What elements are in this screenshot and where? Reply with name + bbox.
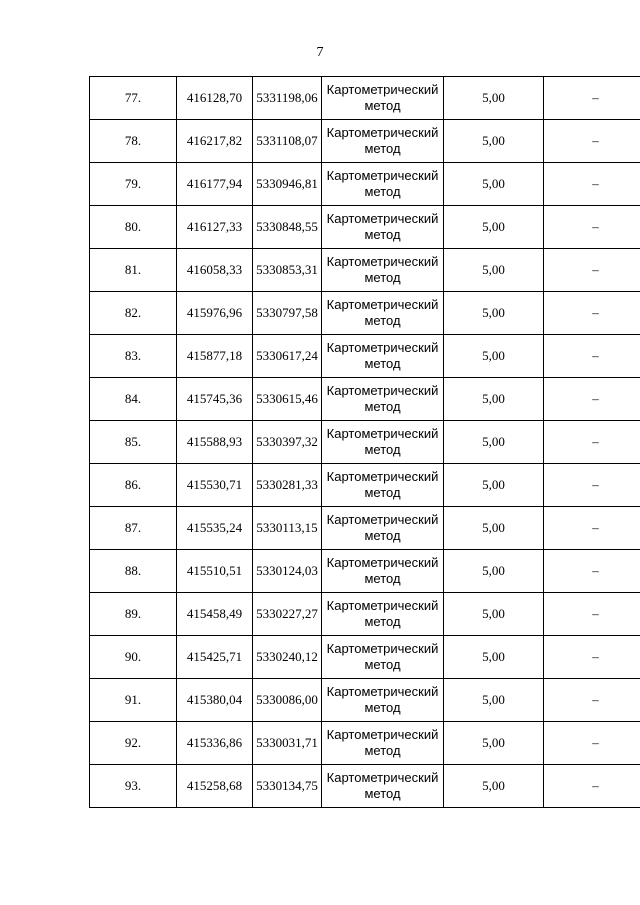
point-number-cell: 77. xyxy=(90,77,177,120)
method-cell xyxy=(322,593,444,636)
table-row xyxy=(90,550,640,593)
coord-x-cell: 416127,33 xyxy=(177,206,253,249)
coord-y-cell: 5330281,33 xyxy=(253,464,322,507)
accuracy-cell: 5,00 xyxy=(444,292,544,335)
method-cell xyxy=(322,765,444,808)
coord-y-cell: 5330848,55 xyxy=(253,206,322,249)
accuracy-cell: 5,00 xyxy=(444,77,544,120)
coord-y-cell: 5330031,71 xyxy=(253,722,322,765)
method-line-2: метод xyxy=(364,485,401,500)
table-row xyxy=(90,421,640,464)
coord-x-cell: 415535,24 xyxy=(177,507,253,550)
method-cell xyxy=(322,550,444,593)
method-line-1: Картометрический xyxy=(326,684,439,699)
extra-cell: – xyxy=(544,378,640,421)
extra-cell: – xyxy=(544,765,640,808)
accuracy-cell: 5,00 xyxy=(444,206,544,249)
extra-cell: – xyxy=(544,206,640,249)
accuracy-cell: 5,00 xyxy=(444,335,544,378)
method-line-2: метод xyxy=(364,442,401,457)
table-row xyxy=(90,120,640,163)
accuracy-cell: 5,00 xyxy=(444,507,544,550)
extra-cell: – xyxy=(544,593,640,636)
extra-cell: – xyxy=(544,335,640,378)
coord-y-cell: 5330134,75 xyxy=(253,765,322,808)
method-line-1: Картометрический xyxy=(326,555,439,570)
coord-y-cell: 5330615,46 xyxy=(253,378,322,421)
accuracy-cell: 5,00 xyxy=(444,593,544,636)
coord-y-cell: 5330086,00 xyxy=(253,679,322,722)
coord-y-cell: 5331108,07 xyxy=(253,120,322,163)
extra-cell: – xyxy=(544,507,640,550)
method-line-2: метод xyxy=(364,700,401,715)
table-row xyxy=(90,163,640,206)
method-cell xyxy=(322,77,444,120)
method-line-2: метод xyxy=(364,227,401,242)
coord-y-cell: 5330617,24 xyxy=(253,335,322,378)
method-line-1: Картометрический xyxy=(326,82,439,97)
coord-x-cell: 416177,94 xyxy=(177,163,253,206)
point-number-cell: 78. xyxy=(90,120,177,163)
accuracy-cell: 5,00 xyxy=(444,464,544,507)
coord-x-cell: 415745,36 xyxy=(177,378,253,421)
table-row xyxy=(90,292,640,335)
method-line-2: метод xyxy=(364,614,401,629)
coord-y-cell: 5330124,03 xyxy=(253,550,322,593)
coord-x-cell: 415425,71 xyxy=(177,636,253,679)
table-row xyxy=(90,249,640,292)
accuracy-cell: 5,00 xyxy=(444,722,544,765)
method-line-2: метод xyxy=(364,657,401,672)
accuracy-cell: 5,00 xyxy=(444,249,544,292)
point-number-cell: 86. xyxy=(90,464,177,507)
point-number-cell: 89. xyxy=(90,593,177,636)
method-line-1: Картометрический xyxy=(326,727,439,742)
point-number-cell: 80. xyxy=(90,206,177,249)
coord-x-cell: 415380,04 xyxy=(177,679,253,722)
coord-y-cell: 5330946,81 xyxy=(253,163,322,206)
coord-x-cell: 415530,71 xyxy=(177,464,253,507)
coord-y-cell: 5330227,27 xyxy=(253,593,322,636)
method-line-1: Картометрический xyxy=(326,598,439,613)
method-cell xyxy=(322,292,444,335)
method-cell xyxy=(322,722,444,765)
extra-cell: – xyxy=(544,550,640,593)
method-cell xyxy=(322,421,444,464)
method-cell xyxy=(322,464,444,507)
extra-cell: – xyxy=(544,679,640,722)
accuracy-cell: 5,00 xyxy=(444,636,544,679)
coordinates-table xyxy=(89,76,640,808)
method-line-1: Картометрический xyxy=(326,211,439,226)
coord-x-cell: 415458,49 xyxy=(177,593,253,636)
method-cell xyxy=(322,636,444,679)
coord-x-cell: 416058,33 xyxy=(177,249,253,292)
method-line-1: Картометрический xyxy=(326,512,439,527)
coord-y-cell: 5331198,06 xyxy=(253,77,322,120)
point-number-cell: 81. xyxy=(90,249,177,292)
accuracy-cell: 5,00 xyxy=(444,765,544,808)
table-body xyxy=(90,77,640,808)
coord-y-cell: 5330240,12 xyxy=(253,636,322,679)
method-line-1: Картометрический xyxy=(326,770,439,785)
point-number-cell: 93. xyxy=(90,765,177,808)
table-row xyxy=(90,765,640,808)
coord-x-cell: 415877,18 xyxy=(177,335,253,378)
method-cell xyxy=(322,507,444,550)
coord-x-cell: 415336,86 xyxy=(177,722,253,765)
extra-cell: – xyxy=(544,722,640,765)
method-line-1: Картометрический xyxy=(326,426,439,441)
table-row xyxy=(90,507,640,550)
point-number-cell: 79. xyxy=(90,163,177,206)
method-line-2: метод xyxy=(364,743,401,758)
method-cell xyxy=(322,335,444,378)
method-line-2: метод xyxy=(364,356,401,371)
table-row xyxy=(90,679,640,722)
method-cell xyxy=(322,378,444,421)
coord-y-cell: 5330853,31 xyxy=(253,249,322,292)
coord-y-cell: 5330797,58 xyxy=(253,292,322,335)
accuracy-cell: 5,00 xyxy=(444,679,544,722)
table-row xyxy=(90,636,640,679)
extra-cell: – xyxy=(544,636,640,679)
point-number-cell: 92. xyxy=(90,722,177,765)
method-line-2: метод xyxy=(364,270,401,285)
method-line-1: Картометрический xyxy=(326,125,439,140)
method-cell xyxy=(322,679,444,722)
coord-x-cell: 416128,70 xyxy=(177,77,253,120)
method-line-2: метод xyxy=(364,786,401,801)
method-line-2: метод xyxy=(364,98,401,113)
accuracy-cell: 5,00 xyxy=(444,550,544,593)
point-number-cell: 82. xyxy=(90,292,177,335)
method-line-1: Картометрический xyxy=(326,383,439,398)
method-line-1: Картометрический xyxy=(326,469,439,484)
method-cell xyxy=(322,163,444,206)
table-row xyxy=(90,335,640,378)
accuracy-cell: 5,00 xyxy=(444,120,544,163)
table-row xyxy=(90,206,640,249)
point-number-cell: 88. xyxy=(90,550,177,593)
method-cell xyxy=(322,206,444,249)
point-number-cell: 91. xyxy=(90,679,177,722)
coord-y-cell: 5330113,15 xyxy=(253,507,322,550)
table-row xyxy=(90,77,640,120)
method-line-1: Картометрический xyxy=(326,340,439,355)
point-number-cell: 84. xyxy=(90,378,177,421)
extra-cell: – xyxy=(544,292,640,335)
extra-cell: – xyxy=(544,421,640,464)
extra-cell: – xyxy=(544,249,640,292)
method-line-2: метод xyxy=(364,313,401,328)
coord-y-cell: 5330397,32 xyxy=(253,421,322,464)
method-line-2: метод xyxy=(364,184,401,199)
point-number-cell: 90. xyxy=(90,636,177,679)
method-cell xyxy=(322,120,444,163)
method-line-1: Картометрический xyxy=(326,641,439,656)
coord-x-cell: 415588,93 xyxy=(177,421,253,464)
method-cell xyxy=(322,249,444,292)
table-row xyxy=(90,464,640,507)
point-number-cell: 83. xyxy=(90,335,177,378)
point-number-cell: 87. xyxy=(90,507,177,550)
accuracy-cell: 5,00 xyxy=(444,421,544,464)
point-number-cell: 85. xyxy=(90,421,177,464)
accuracy-cell: 5,00 xyxy=(444,378,544,421)
coord-x-cell: 415510,51 xyxy=(177,550,253,593)
method-line-2: метод xyxy=(364,528,401,543)
extra-cell: – xyxy=(544,163,640,206)
coord-x-cell: 416217,82 xyxy=(177,120,253,163)
accuracy-cell: 5,00 xyxy=(444,163,544,206)
method-line-1: Картометрический xyxy=(326,168,439,183)
table-row xyxy=(90,722,640,765)
table-row xyxy=(90,593,640,636)
method-line-2: метод xyxy=(364,571,401,586)
method-line-1: Картометрический xyxy=(326,254,439,269)
method-line-2: метод xyxy=(364,399,401,414)
table-row xyxy=(90,378,640,421)
extra-cell: – xyxy=(544,464,640,507)
page-number: 7 xyxy=(316,45,324,60)
coord-x-cell: 415976,96 xyxy=(177,292,253,335)
method-line-1: Картометрический xyxy=(326,297,439,312)
coord-x-cell: 415258,68 xyxy=(177,765,253,808)
extra-cell: – xyxy=(544,120,640,163)
extra-cell: – xyxy=(544,77,640,120)
method-line-2: метод xyxy=(364,141,401,156)
